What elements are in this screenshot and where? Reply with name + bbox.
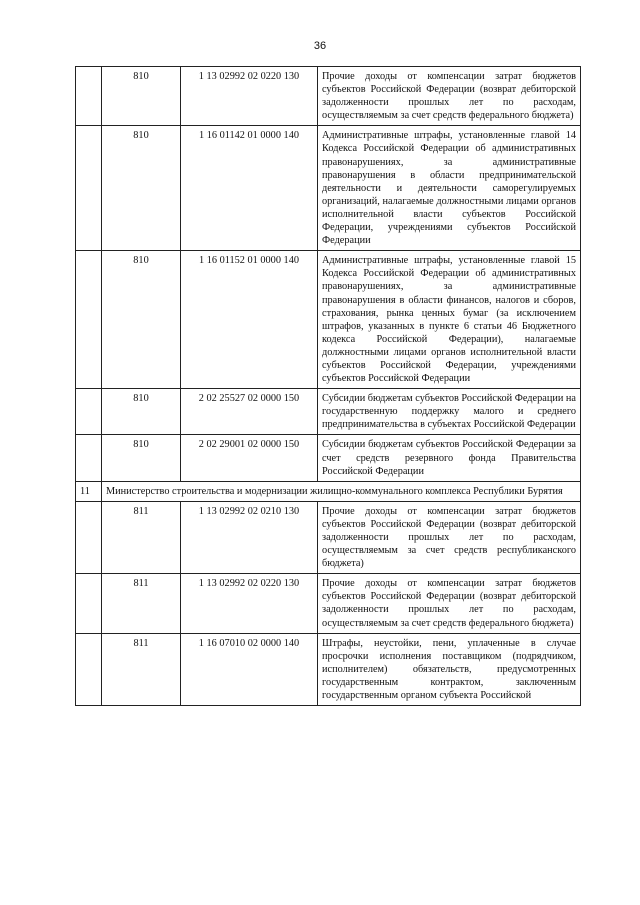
revenue-code-cell: 1 13 02992 02 0210 130 [181, 501, 318, 573]
revenue-name-cell: Административные штрафы, установленные главой 14 Кодекса Российской Федерации об административных правонарушениях, за административные правонарушения в области предпринимательской деятельности и деятельности саморегулируемых организаций, налагаемые должностными лицами органов исполнительной власти субъектов Российской Федерации, учреждениями субъектов Российской Федерации [318, 126, 581, 251]
row-number-cell [76, 574, 102, 633]
revenue-name-cell: Административные штрафы, установленные главой 15 Кодекса Российской Федерации об административных правонарушениях, за административные правонарушения в области финансов, налогов и сборов, страхования, рынка ценных бумаг (за исключением штрафов, указанных в пункте 6 статьи 46 Бюджетного кодекса Российской Федерации), налагаемые должностными лицами органов исполнительной власти субъектов Российской Федерации, учреждениями субъектов Российской Федерации [318, 251, 581, 389]
revenue-name-cell: Субсидии бюджетам субъектов Российской Федерации за счет средств резервного фонда Правительства Российской Федерации [318, 435, 581, 481]
table-row [76, 251, 581, 389]
row-number-cell [76, 633, 102, 705]
admin-code-cell: 810 [102, 389, 181, 435]
table-row [76, 389, 581, 435]
revenue-name-cell: Прочие доходы от компенсации затрат бюджетов субъектов Российской Федерации (возврат дебиторской задолженности прошлых лет по расходам, осуществляемым за счет средств федерального бюджета) [318, 67, 581, 126]
ministry-name-cell: Министерство строительства и модернизации жилищно-коммунального комплекса Республики Бурятия [102, 481, 581, 501]
revenue-codes-table [75, 66, 581, 706]
revenue-code-cell: 2 02 29001 02 0000 150 [181, 435, 318, 481]
admin-code-cell: 810 [102, 67, 181, 126]
revenue-code-cell: 2 02 25527 02 0000 150 [181, 389, 318, 435]
table-row [76, 574, 581, 633]
revenue-name-cell: Субсидии бюджетам субъектов Российской Федерации на государственную поддержку малого и среднего предпринимательства в субъектах Российской Федерации [318, 389, 581, 435]
row-number-cell [76, 126, 102, 251]
table-row [76, 435, 581, 481]
revenue-code-cell: 1 16 01142 01 0000 140 [181, 126, 318, 251]
table-row [76, 67, 581, 126]
ministry-number-cell: 11 [76, 481, 102, 501]
table-row [76, 501, 581, 573]
admin-code-cell: 811 [102, 501, 181, 573]
row-number-cell [76, 501, 102, 573]
revenue-name-cell: Прочие доходы от компенсации затрат бюджетов субъектов Российской Федерации (возврат дебиторской задолженности прошлых лет по расходам, осуществляемым за счет средств федерального бюджета) [318, 574, 581, 633]
admin-code-cell: 810 [102, 435, 181, 481]
table-row [76, 126, 581, 251]
admin-code-cell: 811 [102, 633, 181, 705]
revenue-code-cell: 1 13 02992 02 0220 130 [181, 67, 318, 126]
revenue-name-cell: Прочие доходы от компенсации затрат бюджетов субъектов Российской Федерации (возврат дебиторской задолженности прошлых лет по расходам, осуществляемым за счет средств республиканского бюджета) [318, 501, 581, 573]
revenue-name-cell: Штрафы, неустойки, пени, уплаченные в случае просрочки исполнения поставщиком (подрядчиком, исполнителем) обязательств, предусмотренных государственным контрактом, заключенным государственным органом субъекта Российской [318, 633, 581, 705]
revenue-code-cell: 1 13 02992 02 0220 130 [181, 574, 318, 633]
row-number-cell [76, 435, 102, 481]
ministry-row [76, 481, 581, 501]
row-number-cell [76, 251, 102, 389]
revenue-code-cell: 1 16 07010 02 0000 140 [181, 633, 318, 705]
row-number-cell [76, 389, 102, 435]
table-row [76, 633, 581, 705]
revenue-code-cell: 1 16 01152 01 0000 140 [181, 251, 318, 389]
admin-code-cell: 811 [102, 574, 181, 633]
row-number-cell [76, 67, 102, 126]
admin-code-cell: 810 [102, 251, 181, 389]
page-number: 36 [313, 40, 327, 52]
admin-code-cell: 810 [102, 126, 181, 251]
